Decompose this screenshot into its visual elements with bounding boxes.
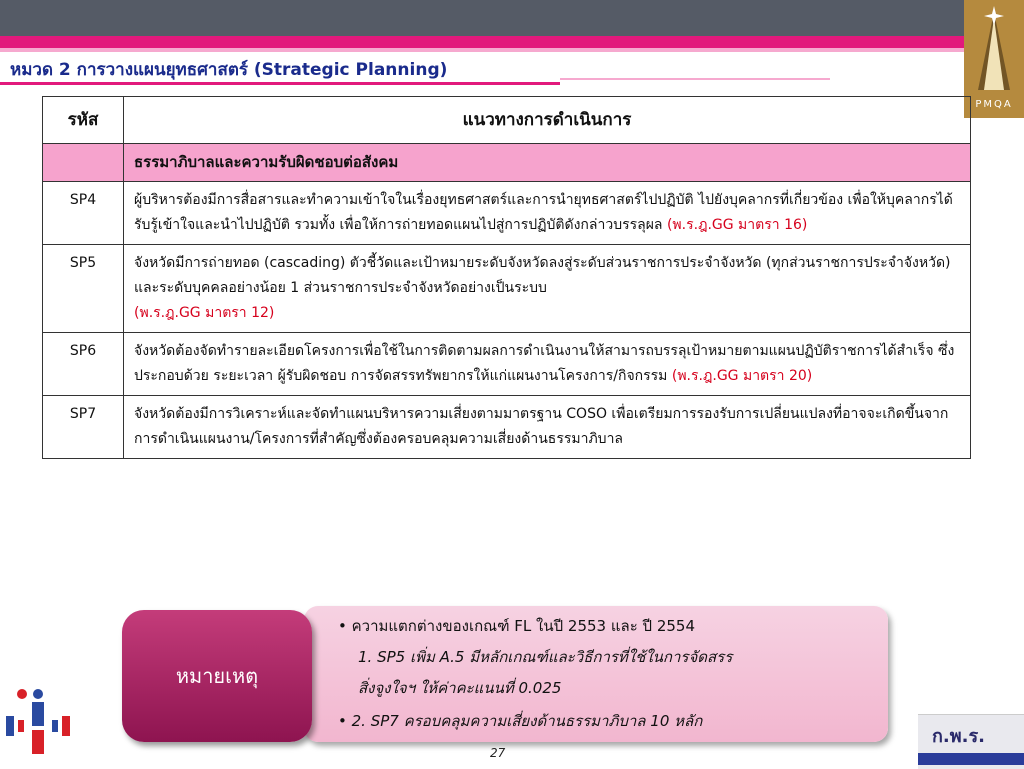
title-underline xyxy=(0,82,560,85)
guideline-table xyxy=(42,96,971,459)
row-text-cell xyxy=(124,245,971,333)
row-text-cell xyxy=(124,396,971,459)
section-row xyxy=(43,144,971,182)
table-row xyxy=(43,396,971,459)
row-ref: (พ.ร.ฎ.GG มาตรา 12) xyxy=(134,305,275,321)
header-guideline: แนวทางการดำเนินการ xyxy=(124,97,971,144)
row-code: SP6 xyxy=(43,333,124,396)
section-title: ธรรมาภิบาลและความรับผิดชอบต่อสังคม xyxy=(124,144,971,182)
opdc-logo xyxy=(918,714,1024,769)
note-line-2: 1. SP5 เพิ่ม A.5 มีหลักเกณฑ์และวิธีการที่ใช้ในการจัดสรร xyxy=(358,648,733,666)
note-line-1: • ความแตกต่างของเกณฑ์ FL ในปี 2553 และ ปี 2554 xyxy=(338,617,696,635)
note-line-1-text: ความแตกต่างของเกณฑ์ FL ในปี 2553 และ ปี 2554 xyxy=(351,617,696,635)
row-ref: (พ.ร.ฎ.GG มาตรา 16) xyxy=(666,217,808,233)
opdc-logo-text: ก.พ.ร. xyxy=(932,726,985,747)
row-ref: (พ.ร.ฎ.GG มาตรา 20) xyxy=(671,368,813,384)
pmqa-logo xyxy=(964,0,1024,118)
note-line-4-text: 2. SP7 ครอบคลุมความเสี่ยงด้านธรรมาภิบาล 10 หลัก xyxy=(351,712,703,730)
opdc-logo-strip xyxy=(918,753,1024,765)
top-bar xyxy=(0,0,1024,36)
pink-band xyxy=(0,36,1024,48)
agency-logo-icon xyxy=(0,686,80,768)
table-row xyxy=(43,182,971,245)
header-code: รหัส xyxy=(43,97,124,144)
row-code: SP5 xyxy=(43,245,124,333)
page-title: หมวด 2 การวางแผนยุทธศาสตร์ (Strategic Planning) xyxy=(10,60,448,80)
note-label: หมายเหตุ xyxy=(122,610,312,742)
pink-band-light xyxy=(0,48,1024,52)
pmqa-emblem-icon xyxy=(968,4,1020,90)
row-text-cell xyxy=(124,182,971,245)
pmqa-logo-text: PMQA xyxy=(975,99,1013,110)
note-line-3: สิ่งจูงใจฯ ให้ค่าคะแนนที่ 0.025 xyxy=(358,679,562,697)
table-row xyxy=(43,245,971,333)
row-text-cell xyxy=(124,333,971,396)
row-text: ผู้บริหารต้องมีการสื่อสารและทำความเข้าใจในเรื่องยุทธศาสตร์และการนำยุทธศาสตร์ไปปฏิบัติ ไปยังบุคลากรที่เกี่ยวข้อง เพื่อให้บุคลากรได้รับรู้เข้าใจและนำไปปฏิบัติ รวมทั้ง เพื่อให้การถ่ายทอดแผนไปสู่การปฏิบัติดังกล่าวบรรลุผล xyxy=(134,192,953,233)
note-line-4: • 2. SP7 ครอบคลุมความเสี่ยงด้านธรรมาภิบาล 10 หลัก xyxy=(338,712,703,730)
table-header-row xyxy=(43,97,971,144)
title-underline-light xyxy=(560,78,830,80)
row-code: SP7 xyxy=(43,396,124,459)
section-code-cell xyxy=(43,144,124,182)
row-code: SP4 xyxy=(43,182,124,245)
row-text: จังหวัดมีการถ่ายทอด (cascading) ตัวชี้วัดและเป้าหมายระดับจังหวัดลงสู่ระดับส่วนราชการประจำจังหวัด (ทุกส่วนราชการประจำจังหวัด) และระดับบุคคลอย่างน้อย 1 ส่วนราชการประจำจังหวัดอย่างเป็นระบบ xyxy=(134,255,951,296)
page-number: 27 xyxy=(490,746,506,760)
row-text: จังหวัดต้องมีการวิเคราะห์และจัดทำแผนบริหารความเสี่ยงตามมาตรฐาน COSO เพื่อเตรียมการรองรับการเปลี่ยนแปลงที่อาจจะเกิดขึ้นจากการดำเนินแผนงาน/โครงการที่สำคัญซึ่งต้องครอบคลุมความเสี่ยงด้านธรรมาภิบาล xyxy=(134,406,949,447)
table-row xyxy=(43,333,971,396)
row-text: จังหวัดต้องจัดทำรายละเอียดโครงการเพื่อใช้ในการติดตามผลการดำเนินงานให้สามารถบรรลุเป้าหมายตามแผนปฏิบัติราชการได้สำเร็จ ซึ่งประกอบด้วย ระยะเวลา ผู้รับผิดชอบ การจัดสรรทรัพยากรให้แก่แผนงานโครงการ/กิจกรรม xyxy=(134,343,955,384)
